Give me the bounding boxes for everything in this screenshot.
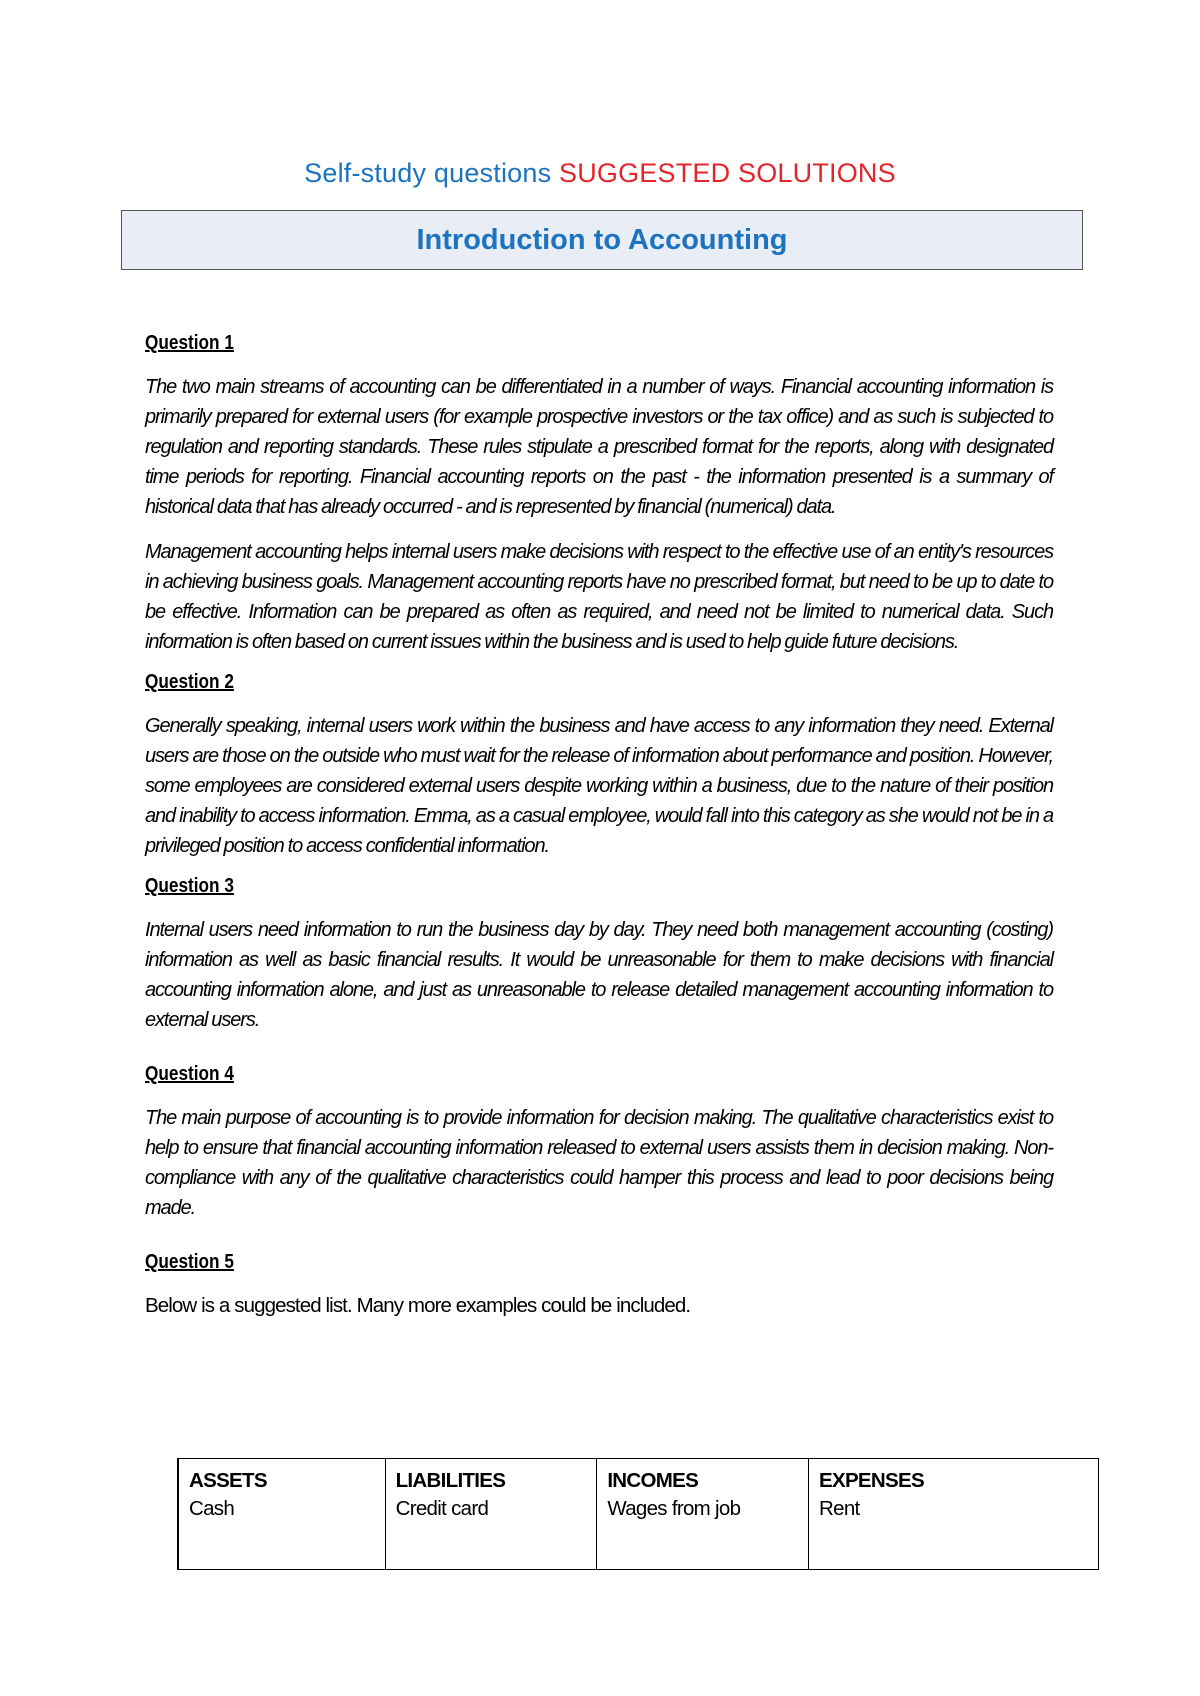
table-row	[178, 1459, 1099, 1570]
question-4	[145, 1059, 1053, 1223]
page-title	[0, 158, 1200, 189]
question-5	[145, 1247, 1053, 1321]
topic-banner	[121, 210, 1083, 270]
answer-paragraph: Management accounting helps internal users make decisions with respect to the effective use of an entity's resources in achieving business goals. Management accounting reports have no prescribed format, but need to be up to date to be effective. Information can be prepared as often as required, and need not be limited to numerical data. Such information is often based on current issues within the business and is used to help guide future decisions.	[145, 541, 1053, 653]
answer-paragraph: Internal users need information to run the business day by day. They need both management accounting (costing) information as well as basic financial results. It would be unreasonable for them to make decisions with financial accounting information alone, and just as unreasonable to release detailed management accounting information to external users.	[145, 919, 1053, 1031]
table-cell-liabilities	[385, 1459, 597, 1570]
document-body	[145, 328, 1053, 1321]
column-item: Cash	[189, 1497, 235, 1520]
column-header: ASSETS	[189, 1469, 267, 1492]
table-cell-assets	[178, 1459, 385, 1570]
account-categories-table	[177, 1458, 1099, 1570]
column-header: EXPENSES	[819, 1469, 924, 1492]
question-1	[145, 328, 1053, 657]
question-2	[145, 667, 1053, 861]
question-3	[145, 871, 1053, 1035]
answer-paragraph: The two main streams of accounting can be differentiated in a number of ways. Financial accounting information is primarily prepared for external users (for example prospective investors or the tax office) and as such is subjected to regulation and reporting standards. These rules stipulate a prescribed format for the reports, along with designated time periods for reporting. Financial accounting reports on the past - the information presented is a summary of historical data that has already occurred - and is represented by financial (numerical) data.	[145, 376, 1053, 518]
column-item: Rent	[819, 1497, 860, 1520]
answer-paragraph: Generally speaking, internal users work within the business and have access to any information they need. External users are those on the outside who must wait for the release of information about performance and position. However, some employees are considered external users despite working within a business, due to the nature of their position and inability to access information. Emma, as a casual employee, would fall into this category as she would not be in a privileged position to access confidential information.	[145, 715, 1053, 857]
question-intro: Below is a suggested list. Many more examples could be included.	[145, 1294, 691, 1317]
column-item: Wages from job	[607, 1497, 741, 1520]
question-heading: Question 1	[145, 332, 234, 354]
column-header: INCOMES	[607, 1469, 699, 1492]
answer-paragraph: The main purpose of accounting is to provide information for decision making. The qualitative characteristics exist to help to ensure that financial accounting information released to external users assists them in decision making. Non-compliance with any of the qualitative characteristics could hamper this process and lead to poor decisions being made.	[145, 1107, 1053, 1219]
question-heading: Question 2	[145, 671, 234, 693]
title-prefix: Self-study questions	[304, 158, 552, 188]
column-item: Credit card	[395, 1497, 489, 1520]
question-heading: Question 5	[145, 1251, 234, 1273]
question-heading: Question 3	[145, 875, 234, 897]
topic-title: Introduction to Accounting	[416, 224, 788, 256]
table-cell-expenses	[809, 1459, 1099, 1570]
column-header: LIABILITIES	[395, 1469, 506, 1492]
question-heading: Question 4	[145, 1063, 234, 1085]
title-suffix: SUGGESTED SOLUTIONS	[558, 158, 896, 188]
table-cell-incomes	[597, 1459, 809, 1570]
